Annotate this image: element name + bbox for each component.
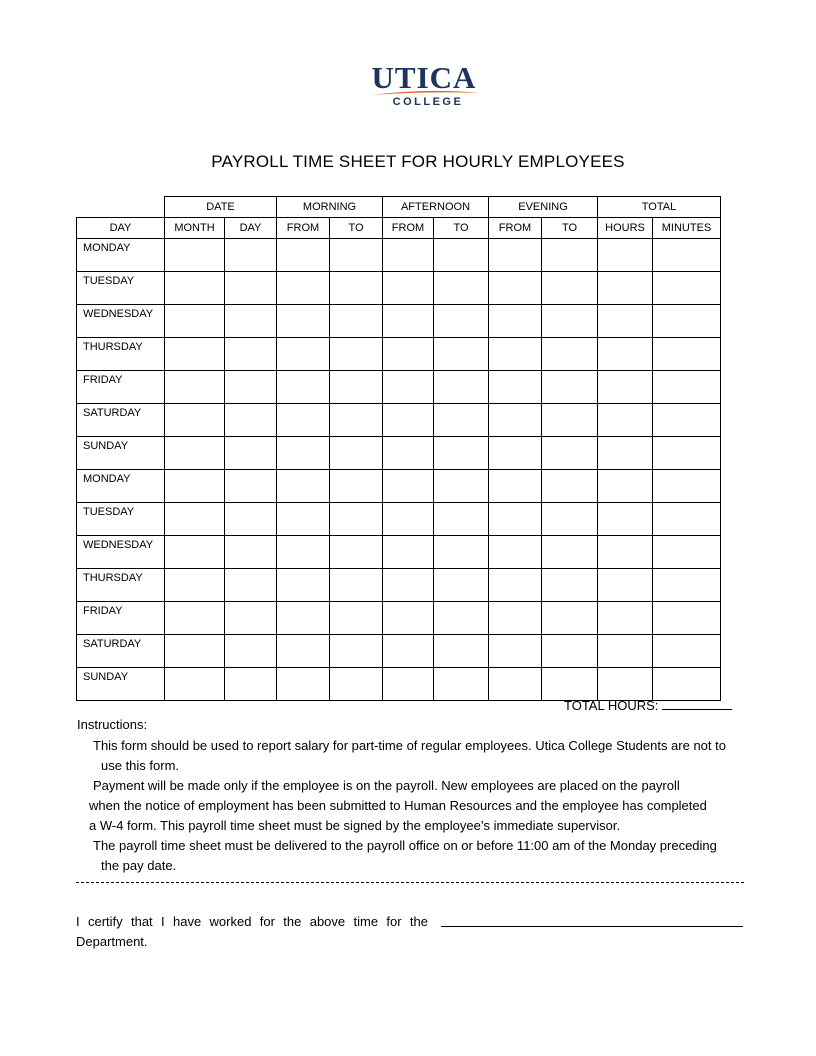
group-header-morning: MORNING [277, 197, 383, 218]
time-entry-cell[interactable] [489, 602, 542, 635]
time-entry-cell[interactable] [330, 635, 383, 668]
table-row [77, 470, 721, 503]
instruction-paragraph [93, 836, 763, 876]
time-entry-cell[interactable] [330, 470, 383, 503]
time-entry-cell[interactable] [653, 635, 721, 668]
column-header: DAY [225, 218, 277, 239]
column-header: MONTH [165, 218, 225, 239]
time-entry-cell[interactable] [434, 437, 489, 470]
time-entry-cell[interactable] [383, 239, 434, 272]
time-entry-cell[interactable] [277, 668, 330, 701]
certification-department: Department. [76, 934, 148, 949]
time-entry-cell[interactable] [225, 437, 277, 470]
time-entry-cell[interactable] [489, 635, 542, 668]
day-cell: SATURDAY [77, 404, 165, 437]
time-entry-cell[interactable] [383, 437, 434, 470]
time-entry-cell[interactable] [542, 470, 598, 503]
time-entry-cell[interactable] [277, 503, 330, 536]
time-entry-cell[interactable] [598, 668, 653, 701]
time-entry-cell[interactable] [383, 305, 434, 338]
time-entry-cell[interactable] [277, 635, 330, 668]
time-entry-cell[interactable] [598, 272, 653, 305]
time-entry-cell[interactable] [542, 437, 598, 470]
time-entry-cell[interactable] [653, 437, 721, 470]
time-entry-cell[interactable] [225, 602, 277, 635]
time-entry-cell[interactable] [434, 305, 489, 338]
time-entry-cell[interactable] [434, 272, 489, 305]
time-entry-cell[interactable] [383, 371, 434, 404]
time-entry-cell[interactable] [434, 404, 489, 437]
time-entry-cell[interactable] [277, 404, 330, 437]
day-cell: MONDAY [77, 470, 165, 503]
time-entry-cell[interactable] [383, 602, 434, 635]
time-entry-cell[interactable] [653, 371, 721, 404]
time-entry-cell[interactable] [434, 470, 489, 503]
time-entry-cell[interactable] [330, 371, 383, 404]
time-entry-cell[interactable] [598, 239, 653, 272]
column-header: TO [330, 218, 383, 239]
time-entry-cell[interactable] [330, 569, 383, 602]
time-entry-cell[interactable] [330, 503, 383, 536]
table-row [77, 635, 721, 668]
time-entry-cell[interactable] [277, 272, 330, 305]
instruction-line: when the notice of employment has been submitted to Human Resources and the employee has completed [89, 798, 707, 813]
table-row [77, 404, 721, 437]
time-entry-cell[interactable] [434, 536, 489, 569]
time-entry-cell[interactable] [383, 503, 434, 536]
time-entry-cell[interactable] [165, 239, 225, 272]
day-cell: SUNDAY [77, 668, 165, 701]
time-entry-cell[interactable] [225, 569, 277, 602]
day-cell: SUNDAY [77, 437, 165, 470]
time-entry-cell[interactable] [225, 536, 277, 569]
time-entry-cell[interactable] [653, 272, 721, 305]
day-cell: WEDNESDAY [77, 305, 165, 338]
instruction-line: The payroll time sheet must be delivered to the payroll office on or before 11:00 am of the Monday preceding [93, 838, 717, 853]
day-cell: MONDAY [77, 239, 165, 272]
column-header: FROM [277, 218, 330, 239]
time-entry-cell[interactable] [434, 602, 489, 635]
column-header: HOURS [598, 218, 653, 239]
group-header-afternoon: AFTERNOON [383, 197, 489, 218]
time-entry-cell[interactable] [542, 668, 598, 701]
table-row [77, 503, 721, 536]
time-entry-cell[interactable] [489, 371, 542, 404]
group-header-date: DATE [165, 197, 277, 218]
time-entry-cell[interactable] [542, 305, 598, 338]
instruction-line: This form should be used to report salary for part-time of regular employees. Utica College Students are not to [93, 738, 726, 753]
time-entry-cell[interactable] [653, 338, 721, 371]
time-entry-cell[interactable] [165, 305, 225, 338]
time-entry-cell[interactable] [598, 371, 653, 404]
time-entry-cell[interactable] [542, 338, 598, 371]
time-entry-cell[interactable] [542, 272, 598, 305]
time-entry-cell[interactable] [653, 239, 721, 272]
time-entry-cell[interactable] [225, 338, 277, 371]
table-row [77, 602, 721, 635]
cut-line-divider [76, 882, 744, 883]
time-entry-cell[interactable] [165, 536, 225, 569]
time-entry-cell[interactable] [330, 536, 383, 569]
time-entry-cell[interactable] [542, 536, 598, 569]
time-entry-cell[interactable] [165, 371, 225, 404]
time-entry-cell[interactable] [434, 338, 489, 371]
instruction-line: use this form. [101, 758, 180, 773]
time-entry-cell[interactable] [165, 338, 225, 371]
time-entry-cell[interactable] [489, 437, 542, 470]
time-entry-cell[interactable] [277, 338, 330, 371]
time-entry-cell[interactable] [165, 602, 225, 635]
certification-line: I certify that I have worked for the above time for the [76, 914, 428, 929]
time-entry-cell[interactable] [383, 569, 434, 602]
time-entry-cell[interactable] [277, 371, 330, 404]
time-entry-cell[interactable] [277, 602, 330, 635]
total-hours-label: TOTAL HOURS: [564, 698, 659, 713]
day-cell: FRIDAY [77, 602, 165, 635]
group-header-evening: EVENING [489, 197, 598, 218]
time-entry-cell[interactable] [489, 668, 542, 701]
instruction-line: a W-4 form. This payroll time sheet must be signed by the employee’s immediate supervisor. [89, 818, 621, 833]
time-entry-cell[interactable] [653, 536, 721, 569]
page-title: PAYROLL TIME SHEET FOR HOURLY EMPLOYEES [211, 152, 625, 171]
time-entry-cell[interactable] [489, 239, 542, 272]
group-header-total: TOTAL [598, 197, 721, 218]
time-entry-cell[interactable] [225, 503, 277, 536]
time-entry-cell[interactable] [489, 569, 542, 602]
time-entry-cell[interactable] [489, 272, 542, 305]
table-row [77, 305, 721, 338]
time-entry-cell[interactable] [383, 536, 434, 569]
table-row [77, 272, 721, 305]
time-entry-cell[interactable] [165, 569, 225, 602]
department-field[interactable] [441, 926, 743, 927]
time-entry-cell[interactable] [598, 470, 653, 503]
time-entry-cell[interactable] [277, 239, 330, 272]
time-entry-cell[interactable] [542, 602, 598, 635]
time-entry-cell[interactable] [225, 668, 277, 701]
day-cell: FRIDAY [77, 371, 165, 404]
table-row [77, 668, 721, 701]
time-entry-cell[interactable] [653, 668, 721, 701]
time-entry-cell[interactable] [225, 635, 277, 668]
time-entry-cell[interactable] [225, 404, 277, 437]
time-entry-cell[interactable] [330, 668, 383, 701]
time-entry-cell[interactable] [542, 503, 598, 536]
time-entry-cell[interactable] [489, 503, 542, 536]
time-entry-cell[interactable] [598, 569, 653, 602]
time-entry-cell[interactable] [598, 338, 653, 371]
time-entry-cell[interactable] [542, 371, 598, 404]
time-entry-cell[interactable] [330, 272, 383, 305]
time-entry-cell[interactable] [165, 272, 225, 305]
time-entry-cell[interactable] [165, 668, 225, 701]
table-row [77, 371, 721, 404]
time-entry-cell[interactable] [330, 239, 383, 272]
instructions-label: Instructions: [77, 717, 148, 732]
time-entry-cell[interactable] [489, 470, 542, 503]
time-entry-cell[interactable] [542, 239, 598, 272]
time-entry-cell[interactable] [653, 404, 721, 437]
time-entry-cell[interactable] [542, 404, 598, 437]
time-entry-cell[interactable] [277, 305, 330, 338]
time-entry-cell[interactable] [277, 536, 330, 569]
time-entry-cell[interactable] [489, 404, 542, 437]
column-header: MINUTES [653, 218, 721, 239]
time-entry-cell[interactable] [598, 635, 653, 668]
time-entry-cell[interactable] [489, 536, 542, 569]
time-entry-cell[interactable] [330, 602, 383, 635]
time-entry-cell[interactable] [330, 305, 383, 338]
time-entry-cell[interactable] [225, 272, 277, 305]
time-entry-cell[interactable] [489, 305, 542, 338]
table-row [77, 536, 721, 569]
day-cell: SATURDAY [77, 635, 165, 668]
instruction-line: the pay date. [101, 858, 177, 873]
time-entry-cell[interactable] [653, 305, 721, 338]
time-entry-cell[interactable] [277, 569, 330, 602]
time-entry-cell[interactable] [653, 569, 721, 602]
time-entry-cell[interactable] [542, 569, 598, 602]
day-cell: TUESDAY [77, 272, 165, 305]
header-corner [77, 197, 165, 218]
table-row [77, 239, 721, 272]
time-entry-cell[interactable] [598, 536, 653, 569]
day-cell: THURSDAY [77, 338, 165, 371]
time-entry-cell[interactable] [225, 239, 277, 272]
column-header: FROM [383, 218, 434, 239]
time-entry-cell[interactable] [434, 503, 489, 536]
time-entry-cell[interactable] [489, 338, 542, 371]
time-entry-cell[interactable] [434, 668, 489, 701]
time-entry-cell[interactable] [277, 470, 330, 503]
time-entry-cell[interactable] [383, 470, 434, 503]
time-entry-cell[interactable] [165, 470, 225, 503]
day-cell: WEDNESDAY [77, 536, 165, 569]
time-entry-cell[interactable] [434, 371, 489, 404]
column-header: TO [542, 218, 598, 239]
instruction-line: Payment will be made only if the employee is on the payroll. New employees are placed on the payroll [93, 778, 680, 793]
certification-statement [76, 912, 428, 952]
time-entry-cell[interactable] [598, 503, 653, 536]
time-entry-cell[interactable] [598, 437, 653, 470]
column-header: TO [434, 218, 489, 239]
time-entry-cell[interactable] [330, 338, 383, 371]
time-entry-cell[interactable] [383, 338, 434, 371]
column-header: FROM [489, 218, 542, 239]
time-entry-cell[interactable] [225, 470, 277, 503]
utica-college-logo [356, 62, 496, 112]
time-entry-cell[interactable] [434, 635, 489, 668]
time-entry-cell[interactable] [383, 404, 434, 437]
time-entry-cell[interactable] [434, 239, 489, 272]
time-entry-cell[interactable] [277, 437, 330, 470]
total-hours [564, 697, 732, 713]
time-entry-cell[interactable] [434, 569, 489, 602]
column-header-row [77, 218, 721, 239]
instruction-paragraph [93, 736, 763, 776]
time-entry-cell[interactable] [598, 602, 653, 635]
time-entry-cell[interactable] [542, 635, 598, 668]
time-entry-cell[interactable] [225, 305, 277, 338]
total-hours-field[interactable] [662, 697, 732, 710]
time-entry-cell[interactable] [330, 437, 383, 470]
time-entry-cell[interactable] [165, 437, 225, 470]
time-entry-cell[interactable] [383, 635, 434, 668]
day-cell: TUESDAY [77, 503, 165, 536]
time-entry-cell[interactable] [653, 602, 721, 635]
time-entry-cell[interactable] [330, 404, 383, 437]
column-header: DAY [77, 218, 165, 239]
time-entry-cell[interactable] [653, 503, 721, 536]
logo-subtext: COLLEGE [392, 96, 464, 108]
time-entry-cell[interactable] [383, 668, 434, 701]
table-row [77, 437, 721, 470]
time-entry-cell[interactable] [598, 305, 653, 338]
instruction-paragraph [89, 776, 739, 836]
time-sheet-table [76, 196, 721, 701]
logo-wordmark: UTICA [371, 60, 477, 95]
table-row [77, 569, 721, 602]
time-entry-cell[interactable] [653, 470, 721, 503]
time-entry-cell[interactable] [165, 503, 225, 536]
time-entry-cell[interactable] [165, 635, 225, 668]
group-header-row [77, 197, 721, 218]
table-row [77, 338, 721, 371]
time-entry-cell[interactable] [225, 371, 277, 404]
day-cell: THURSDAY [77, 569, 165, 602]
time-entry-cell[interactable] [165, 404, 225, 437]
time-entry-cell[interactable] [383, 272, 434, 305]
time-entry-cell[interactable] [598, 404, 653, 437]
